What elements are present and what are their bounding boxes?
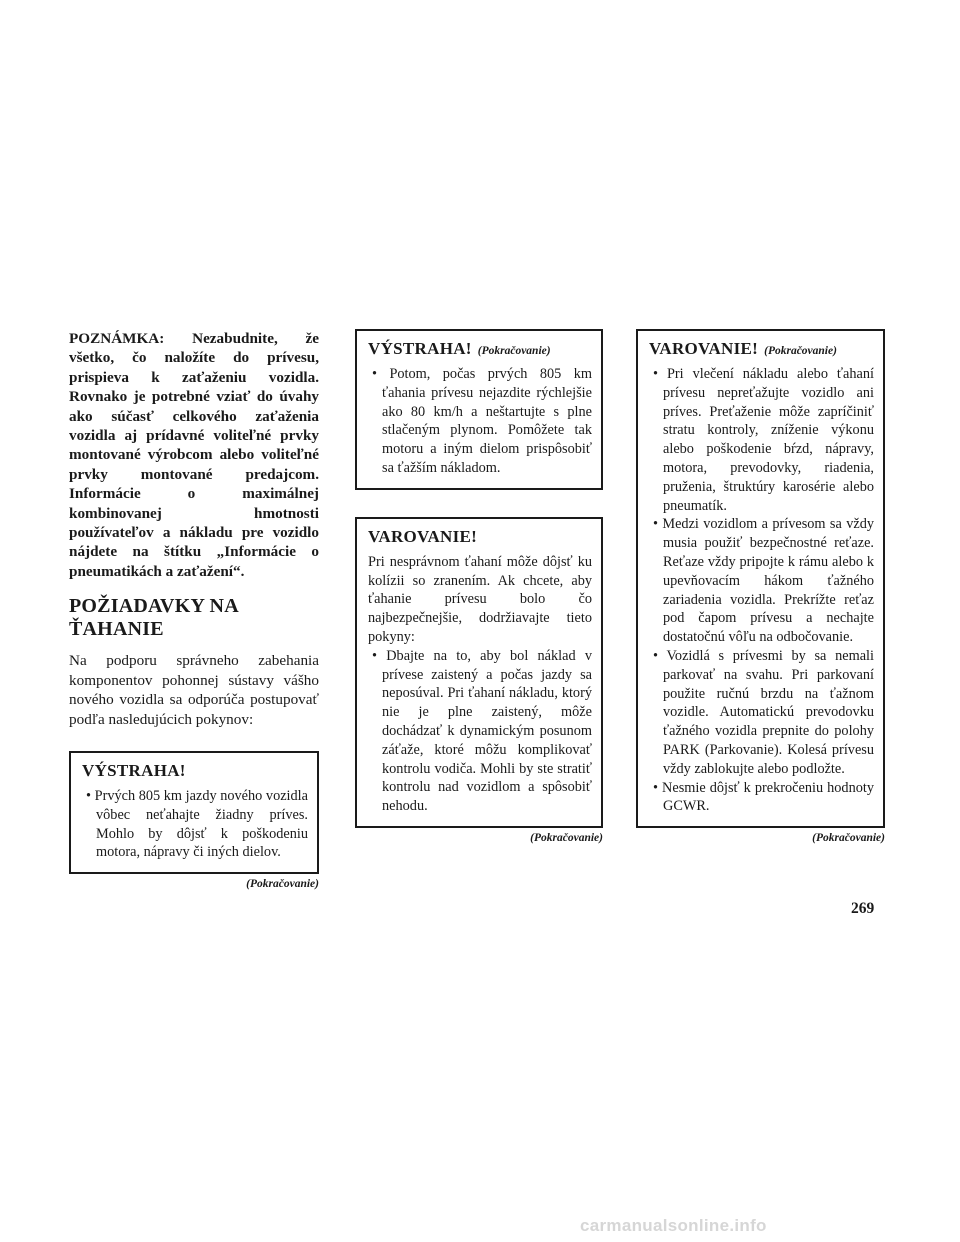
page-number: 269	[851, 900, 875, 917]
middle-column	[355, 329, 603, 844]
right-column	[636, 329, 885, 844]
caution-item: • Vozidlá s prívesmi by sa nemali parkovať na svahu. Pri parkovaní použite ručnú brzdu na ťažnom vozidle. Automatickú prevodovku ťažného vozidla prepnite do polohy PARK (Parkovanie). Kolesá prívesu vždy zablokujte alebo podložte.	[649, 647, 874, 779]
continued-tag: (Pokračovanie)	[764, 345, 837, 357]
caution-list	[649, 365, 874, 816]
caution-list	[368, 647, 592, 816]
caution-item: • Pri vlečení nákladu alebo ťahaní prívesu nepreťažujte vozidlo ani príves. Preťaženie môže zapríčiniť stratu kontroly, zníženie výkonu alebo poškodenie bŕzd, nápravy, motora, prevodovky, riadenia, pruženia, štruktúry karosérie alebo pneumatík.	[649, 365, 874, 515]
warning-item: • Prvých 805 km jazdy nového vozidla vôbec neťahajte žiadny príves. Mohlo by dôjsť k poškodeniu motora, nápravy či iných dielov.	[82, 787, 308, 862]
warning-box-title: VÝSTRAHA!	[82, 760, 186, 780]
note-paragraph: POZNÁMKA: Nezabudnite, že všetko, čo naložíte do prívesu, prispieva k zaťaženiu vozidla. Rovnako je potrebné vziať do úvahy ako súčasť celkového zaťaženia vozidla aj prídavné voliteľné prvky montované výrobcom alebo voliteľné prvky montované predajcom. Informácie o maximálnej kombinovanej hmotnosti používateľov a nákladu pre vozidlo nájdete na štítku „Informácie o pneumatikách a zaťažení“.	[69, 330, 319, 580]
section-title	[69, 595, 319, 641]
warning-box-header	[368, 339, 592, 359]
intro-paragraph: Na podporu správneho zabehania komponentov pohonnej sústavy vášho nového vozidla sa odporúča postupovať podľa nasledujúcich pokynov:	[69, 652, 319, 728]
warning-box-title: VÝSTRAHA!	[368, 339, 472, 358]
caution-item: • Nesmie dôjsť k prekročeniu hodnoty GCWR.	[649, 779, 874, 817]
warning-box	[69, 751, 319, 874]
caution-box	[355, 517, 603, 828]
continued-label: (Pokračovanie)	[530, 831, 603, 844]
caution-box-title: VAROVANIE!	[368, 526, 478, 546]
watermark: carmanualsonline.info	[580, 1216, 767, 1235]
warning-list	[82, 787, 308, 862]
caution-box-continued	[636, 329, 885, 828]
warning-item: • Potom, počas prvých 805 km ťahania prívesu nejazdite rýchlejšie ako 80 km/h a neštartujte s plne stlačeným plynom. Pomôžete tak motoru a iným dielom prispôsobiť sa ťažším nákladom.	[368, 365, 592, 478]
continued-tag: (Pokračovanie)	[477, 345, 551, 357]
warning-list	[368, 365, 592, 478]
caution-box-header	[368, 527, 592, 547]
caution-intro: Pri nesprávnom ťahaní môže dôjsť ku kolízii so zranením. Ak chcete, aby ťahanie prívesu bolo čo najbezpečnejšie, dodržiavajte tieto pokyny:	[368, 553, 592, 645]
continued-label: (Pokračovanie)	[246, 878, 319, 891]
left-column	[69, 329, 319, 890]
section-title-line1: POŽIADAVKY NA	[69, 595, 239, 618]
caution-item: • Dbajte na to, aby bol náklad v prívese zaistený a počas jazdy sa neposúval. Pri ťahaní nákladu, ktorý nie je plne zaistený, môže dochádzať k dynamickým posunom záťaže, ktoré môžu komplikovať kontrolu vodiča. Mohli by ste stratiť kontrolu nad vozidlom a spôsobiť nehodu.	[368, 647, 592, 816]
caution-box-header	[649, 339, 874, 359]
continued-label: (Pokračovanie)	[812, 832, 885, 845]
caution-box-title: VAROVANIE!	[649, 339, 759, 358]
warning-box-continued	[355, 329, 603, 490]
caution-item: • Medzi vozidlom a prívesom sa vždy musia použiť bezpečnostné reťaze. Reťaze vždy pripojte k rámu alebo k upevňovacím hákom ťažného zariadenia vozidla. Prekrížte reťaz pod čapom prívesu a nechajte dostatočnú vôľu na odbočovanie.	[649, 515, 874, 647]
warning-box-header	[82, 761, 308, 781]
section-title-line2: ŤAHANIE	[69, 618, 164, 641]
